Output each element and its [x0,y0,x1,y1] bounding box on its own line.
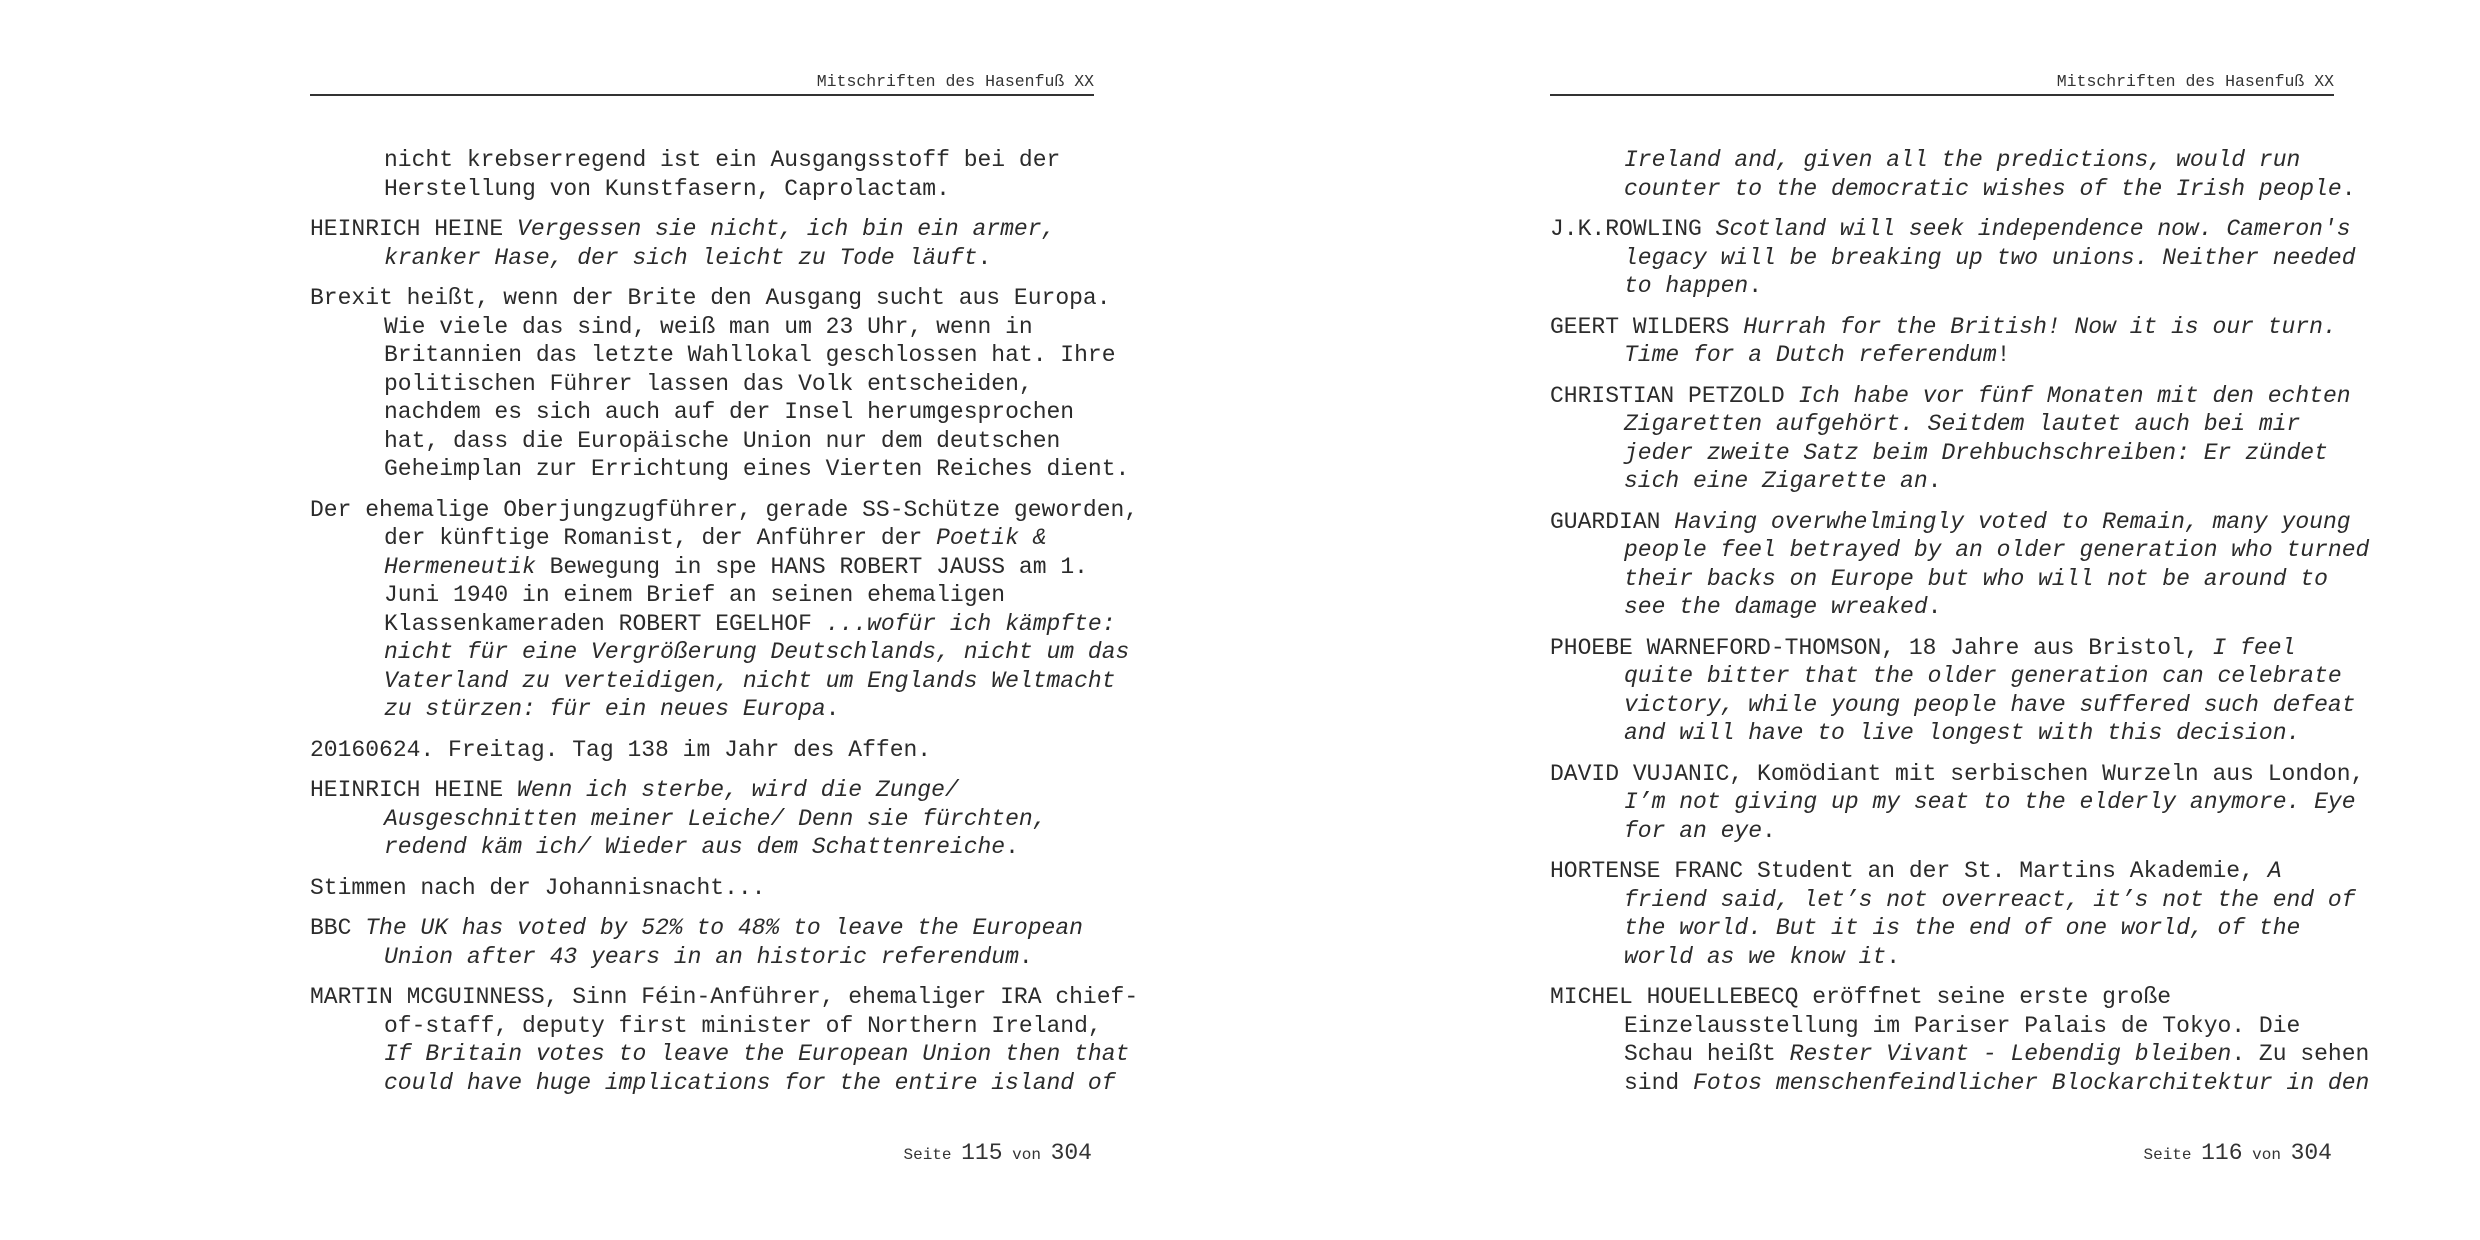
running-header: Mitschriften des Hasenfuß XX [310,72,1094,96]
body-text: Klassenkameraden ROBERT EGELHOF [384,610,826,637]
text-line [384,667,1116,696]
running-header: Mitschriften des Hasenfuß XX [1550,72,2334,96]
quote-text: Vergessen sie nicht, ich bin ein armer, [517,216,1056,242]
page-footer [310,1140,1092,1166]
body-text: ! [1996,342,2011,368]
paragraph [310,776,1110,862]
paragraph [310,496,1139,724]
text-line [310,914,1110,943]
text-line [384,524,1110,553]
text-line [1624,410,2350,439]
page-total: 304 [1050,1140,1092,1166]
body-text: CHRISTIAN PETZOLD [1550,382,1799,409]
text-line [1624,439,2350,468]
text-line [1624,565,2350,594]
text-line [1624,593,2350,622]
quote-text: to happen [1624,273,1749,299]
quote-text: Vaterland zu verteidigen, nicht um Englands Weltmacht [384,667,1116,694]
text-line [1624,1012,2350,1041]
text-line [384,833,1110,862]
text-line [384,581,1110,610]
quote-text: ...wofür ich kämpfte: [825,610,1116,637]
page-number: 116 [2201,1140,2243,1166]
quote-text: for an eye [1624,817,1763,844]
text-line [1550,760,2365,789]
quote-text: zu stürzen: für ein neues Europa [384,696,826,722]
quote-text: Scotland will seek independence now. Cameron's [1715,216,2351,242]
quote-text: and will have to live longest with this decision. [1624,720,2301,746]
paragraph [1550,146,2356,203]
text-line [384,398,1110,427]
quote-text: A [2267,858,2282,884]
body-text: sind [1624,1069,1694,1096]
body-text: MICHEL HOUELLEBECQ eröffnet seine erste große [1550,984,2172,1010]
quote-text: I feel [2212,634,2296,661]
body-text: . [1005,834,1019,860]
body-text: der künftige Romanist, der Anführer der [384,525,937,551]
footer-sep: von [2252,1146,2281,1164]
text-line [1624,341,2350,370]
body-text: . [1018,943,1033,970]
body-text: Schau heißt [1624,1041,1790,1067]
text-line [384,244,1110,273]
quote-text: Zigaretten aufgehört. Seitdem lautet auch bei mir [1624,411,2301,437]
quote-text: Ich habe vor fünf Monaten mit den echten [1798,382,2351,409]
text-line [1624,1040,2370,1069]
quote-text: Ireland and, given all the predictions, would run [1624,147,2301,173]
body-text: . [977,244,992,271]
text-line [310,284,1110,313]
text-line [1550,313,2350,342]
footer-sep: von [1012,1146,1041,1164]
text-line [1624,691,2356,720]
text-line [310,874,1110,903]
text-line [1550,983,2350,1012]
body-text: . [1886,943,1901,970]
body-text: 20160624. Freitag. Tag 138 im Jahr des Affen. [310,736,932,763]
quote-text: the world. But it is the end of one world, of the [1624,915,2301,941]
text-line [1550,382,2350,411]
body-text: BBC [310,915,366,941]
quote-text: Ausgeschnitten meiner Leiche/ Denn sie fürchten, [384,805,1047,832]
text-line [384,455,1130,484]
quote-text: could have huge implications for the entire island of [384,1069,1116,1096]
body-text: nachdem es sich auch auf der Insel herumgesprochen [384,399,1075,425]
text-line [384,313,1110,342]
text-line [1624,175,2356,204]
quote-text: world as we know it [1624,943,1887,970]
quote-text: jeder zweite Satz beim Drehbuchschreiben: Er zündet [1624,439,2328,466]
paragraph [310,146,1110,203]
body-text: of-staff, deputy first minister of Northern Ireland, [384,1012,1102,1039]
text-line [1624,719,2350,748]
body-text: Britannien das letzte Wahllokal geschlossen hat. Ihre [384,342,1116,368]
page-number: 115 [961,1140,1003,1166]
paragraph [310,914,1110,971]
quote-text: Hurrah for the British! Now it is our turn. [1743,313,2337,340]
text-line [310,736,1110,765]
text-line [384,805,1110,834]
text-line [384,175,1110,204]
paragraph [1550,760,2365,846]
text-line [1624,662,2350,691]
text-line [1550,634,2350,663]
text-line [384,427,1110,456]
text-line [1624,788,2356,817]
body-text: Bewegung in spe HANS ROBERT JAUSS am 1. [535,553,1088,580]
body-text: GUARDIAN [1550,508,1675,535]
quote-text: quite bitter that the older generation can celebrate [1624,663,2342,689]
body-text: Der ehemalige Oberjungzugführer, gerade SS-Schütze geworden, [310,496,1139,523]
body-text: . [1927,594,1942,620]
body-text: . [825,696,840,722]
text-line [384,1069,1116,1098]
body-text: politischen Führer lassen das Volk entscheiden, [384,370,1033,397]
body-text: . [1927,468,1942,494]
text-line [1624,272,2350,301]
text-line [310,776,1110,805]
body-text: J.K.ROWLING [1550,216,1716,242]
quote-text: redend käm ich/ Wieder aus dem Schattenreiche [384,834,1006,860]
quote-text: Wenn ich sterbe, wird die Zunge/ [517,777,959,803]
text-line [384,943,1110,972]
quote-text: Rester Vivant - Lebendig bleiben [1789,1041,2232,1067]
body-text: Juni 1940 in einem Brief an seinen ehemaligen [384,582,1006,608]
paragraph [1550,313,2350,370]
body-text: Einzelausstellung im Pariser Palais de Tokyo. Die [1624,1012,2301,1039]
text-line [384,553,1110,582]
quote-text: Poetik & [936,525,1047,551]
quote-text: Hermeneutik [384,553,536,580]
quote-text: If Britain votes to leave the European Union then that [384,1041,1130,1067]
body-text: . [1762,817,1776,844]
body-text: . [1748,273,1763,299]
text-line [310,496,1139,525]
text-line [1550,857,2350,886]
paragraph [310,215,1110,272]
quote-text: victory, while young people have suffered such defeat [1624,691,2356,718]
body-text: hat, dass die Europäische Union nur dem deutschen [384,427,1061,454]
right-page [1240,0,2480,1240]
page-body [310,146,1139,1109]
body-text: . Zu sehen [2231,1041,2370,1067]
paragraph [310,983,1139,1097]
quote-text: Time for a Dutch referendum [1624,342,1997,368]
body-text: Brexit heißt, wenn der Brite den Ausgang sucht aus Europa. [310,285,1111,311]
body-text: MARTIN MCGUINNESS, Sinn Féin-Anführer, ehemaliger IRA chief- [310,984,1139,1010]
text-line [1624,943,2350,972]
page-body [1550,146,2370,1109]
body-text: Stimmen nach der Johannisnacht... [310,874,766,901]
body-text: PHOEBE WARNEFORD-THOMSON, 18 Jahre aus Bristol, [1550,634,2213,661]
text-line [1624,1069,2370,1098]
paragraph [1550,215,2356,301]
quote-text: Union after 43 years in an historic referendum [384,943,1019,970]
text-line [384,610,1116,639]
paragraph [1550,634,2356,748]
quote-text: counter to the democratic wishes of the Irish people [1624,175,2342,202]
text-line [384,370,1110,399]
paragraph [310,284,1130,484]
paragraph [1550,857,2356,971]
quote-text: sich eine Zigarette an [1624,468,1928,494]
body-text: nicht krebserregend ist ein Ausgangsstoff bei der [384,147,1061,173]
paragraph [1550,983,2370,1097]
body-text: DAVID VUJANIC, Komödiant mit serbischen Wurzeln aus London, [1550,760,2365,787]
paragraph [310,736,1110,765]
text-line [1624,886,2356,915]
text-line [1550,215,2350,244]
body-text: Geheimplan zur Errichtung eines Vierten Reiches dient. [384,456,1130,482]
text-line [1624,467,2350,496]
paragraph [310,874,1110,903]
text-line [1624,536,2370,565]
text-line [384,1012,1110,1041]
text-line [384,146,1110,175]
text-line [384,638,1130,667]
quote-text: The UK has voted by 52% to 48% to leave the European [365,915,1083,941]
page-total: 304 [2290,1140,2332,1166]
quote-text: nicht für eine Vergrößerung Deutschlands, nicht um das [384,639,1130,665]
quote-text: see the damage wreaked [1624,594,1928,620]
text-line [1624,817,2350,846]
text-line [384,1040,1130,1069]
body-text: Wie viele das sind, weiß man um 23 Uhr, wenn in [384,313,1033,340]
text-line [384,695,1110,724]
text-line [310,983,1139,1012]
text-line [1550,508,2350,537]
paragraph [1550,382,2350,496]
footer-prefix: Seite [2143,1146,2192,1164]
quote-text: legacy will be breaking up two unions. Neither needed [1624,244,2356,271]
page-footer [1550,1140,2332,1166]
text-line [1624,244,2356,273]
quote-text: their backs on Europe but who will not be around to [1624,565,2328,592]
body-text: HORTENSE FRANC Student an der St. Martins Akademie, [1550,858,2268,884]
quote-text: Fotos menschenfeindlicher Blockarchitektur in den [1693,1069,2370,1096]
text-line [1624,914,2350,943]
paragraph [1550,508,2370,622]
body-text: Herstellung von Kunstfasern, Caprolactam. [384,175,950,202]
text-line [1624,146,2350,175]
text-line [310,215,1110,244]
footer-prefix: Seite [903,1146,952,1164]
quote-text: kranker Hase, der sich leicht zu Tode läuft [384,244,978,271]
quote-text: people feel betrayed by an older generation who turned [1624,537,2370,563]
body-text: HEINRICH HEINE [310,216,518,242]
quote-text: friend said, let’s not overreact, it’s not the end of [1624,886,2356,913]
quote-text: I’m not giving up my seat to the elderly anymore. Eye [1624,789,2356,815]
text-line [384,341,1116,370]
body-text: . [2341,175,2356,202]
body-text: HEINRICH HEINE [310,777,518,803]
quote-text: Having overwhelmingly voted to Remain, many young [1674,508,2351,535]
body-text: GEERT WILDERS [1550,313,1744,340]
